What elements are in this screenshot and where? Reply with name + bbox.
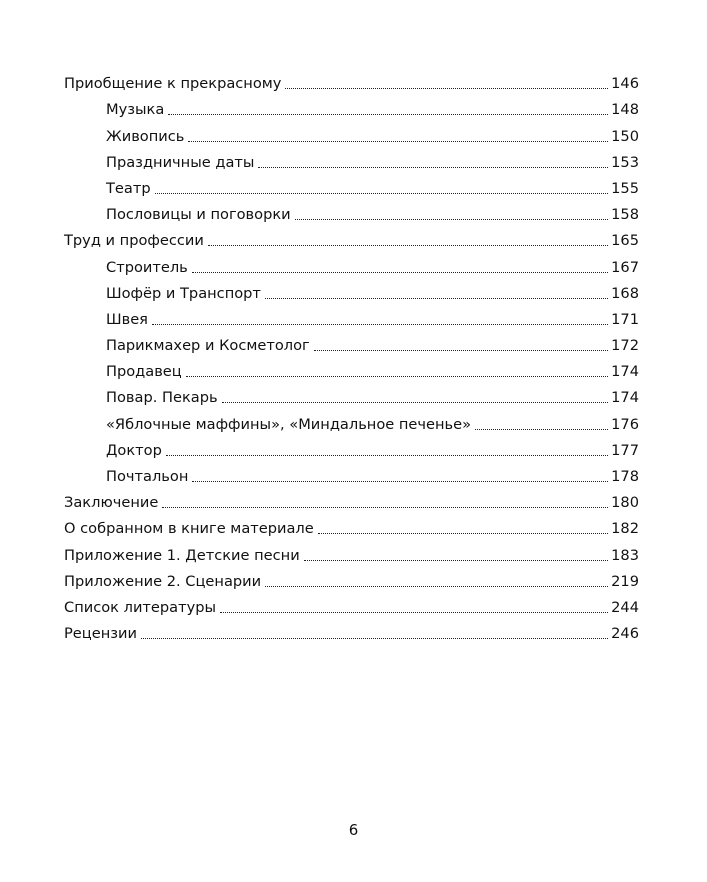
dot-leader bbox=[475, 429, 608, 430]
toc-entry-page: 174 bbox=[611, 389, 639, 407]
dot-leader bbox=[258, 167, 608, 168]
toc-entry-title: Пословицы и поговорки bbox=[106, 206, 291, 224]
toc-entry-title: Праздничные даты bbox=[106, 153, 255, 171]
dot-leader bbox=[295, 219, 608, 220]
toc-entry-page: 219 bbox=[611, 572, 639, 590]
toc-entry-page: 155 bbox=[611, 179, 639, 197]
toc-entry[interactable] bbox=[64, 329, 639, 355]
toc-entry-page: 153 bbox=[611, 153, 639, 171]
toc-entry[interactable] bbox=[64, 303, 639, 329]
dot-leader bbox=[220, 612, 608, 613]
toc-entry-page: 246 bbox=[611, 625, 639, 643]
dot-leader bbox=[192, 272, 608, 273]
toc-entry-page: 183 bbox=[611, 546, 639, 564]
toc-entry-title: Труд и профессии bbox=[64, 232, 204, 250]
dot-leader bbox=[166, 455, 608, 456]
toc-entry[interactable] bbox=[64, 565, 639, 591]
toc-entry-title: Живопись bbox=[106, 127, 185, 145]
dot-leader bbox=[155, 193, 609, 194]
dot-leader bbox=[222, 402, 609, 403]
toc-entry-page: 172 bbox=[611, 337, 639, 355]
toc-entry-title: Строитель bbox=[106, 258, 188, 276]
toc-entry-page: 165 bbox=[611, 232, 639, 250]
toc-entry-page: 146 bbox=[611, 75, 639, 93]
dot-leader bbox=[285, 88, 608, 89]
dot-leader bbox=[162, 507, 608, 508]
toc-entry[interactable] bbox=[64, 277, 639, 303]
toc-entry-title: Рецензии bbox=[64, 625, 137, 643]
dot-leader bbox=[188, 141, 608, 142]
toc-entry[interactable] bbox=[64, 355, 639, 381]
dot-leader bbox=[265, 586, 608, 587]
dot-leader bbox=[304, 560, 608, 561]
toc-entry-title: Повар. Пекарь bbox=[106, 389, 218, 407]
dot-leader bbox=[152, 324, 608, 325]
toc-entry-title: О собранном в книге материале bbox=[64, 520, 314, 538]
toc-entry-page: 167 bbox=[611, 258, 639, 276]
toc-entry-title: Швея bbox=[106, 310, 148, 328]
toc-entry-title: «Яблочные маффины», «Миндальное печенье» bbox=[106, 415, 472, 433]
toc-entry-title: Парикмахер и Косметолог bbox=[106, 337, 310, 355]
toc-entry-title: Приложение 2. Сценарии bbox=[64, 572, 262, 590]
toc-entry-page: 171 bbox=[611, 310, 639, 328]
toc-entry[interactable] bbox=[64, 172, 639, 198]
dot-leader bbox=[265, 298, 608, 299]
toc-entry-title: Почтальон bbox=[106, 468, 189, 485]
toc-entry[interactable] bbox=[64, 198, 639, 224]
toc-entry-title: Приложение 1. Детские песни bbox=[64, 546, 300, 564]
toc-entry[interactable] bbox=[64, 93, 639, 119]
toc-entry[interactable] bbox=[64, 224, 639, 250]
toc-entry-title: Приобщение к прекрасному bbox=[64, 75, 282, 93]
toc-entry-page: 168 bbox=[611, 284, 639, 302]
toc-entry[interactable] bbox=[64, 119, 639, 145]
toc-entry-title: Доктор bbox=[106, 441, 162, 459]
toc-entry-page: 244 bbox=[611, 598, 639, 616]
toc-entry-title: Шофёр и Транспорт bbox=[106, 284, 261, 302]
dot-leader bbox=[314, 350, 608, 351]
toc-entry[interactable] bbox=[64, 407, 639, 433]
toc-entry[interactable] bbox=[64, 591, 639, 617]
toc-entry[interactable] bbox=[64, 460, 639, 486]
toc-entry-title: Театр bbox=[106, 179, 151, 197]
toc-entry[interactable] bbox=[64, 67, 639, 93]
page-number: 6 bbox=[348, 821, 359, 839]
toc-entry-page: 182 bbox=[611, 520, 639, 538]
table-of-contents bbox=[64, 67, 639, 643]
dot-leader bbox=[208, 245, 608, 246]
dot-leader bbox=[318, 533, 608, 534]
toc-entry[interactable] bbox=[64, 250, 639, 276]
toc-entry-page: 180 bbox=[611, 494, 639, 512]
toc-entry[interactable] bbox=[64, 146, 639, 172]
toc-entry-page: 176 bbox=[611, 415, 639, 433]
dot-leader bbox=[141, 638, 608, 639]
toc-entry-page: 177 bbox=[611, 441, 639, 459]
dot-leader bbox=[168, 114, 608, 115]
toc-entry-page: 158 bbox=[611, 206, 639, 224]
toc-entry-title: Заключение bbox=[64, 494, 159, 512]
toc-entry-page: 148 bbox=[611, 101, 639, 119]
toc-entry-page: 174 bbox=[611, 363, 639, 381]
toc-entry-page: 150 bbox=[611, 127, 639, 145]
dot-leader bbox=[192, 481, 608, 482]
toc-entry-title: Продавец bbox=[106, 363, 182, 381]
toc-entry-title: Музыка bbox=[106, 101, 165, 119]
toc-entry[interactable] bbox=[64, 381, 639, 407]
toc-entry[interactable] bbox=[64, 617, 639, 643]
dot-leader bbox=[186, 376, 608, 377]
toc-entry[interactable] bbox=[64, 434, 639, 460]
toc-entry-title: Список литературы bbox=[64, 598, 217, 616]
toc-entry[interactable] bbox=[64, 486, 639, 512]
toc-entry[interactable] bbox=[64, 512, 639, 538]
toc-entry-page: 178 bbox=[611, 468, 639, 485]
toc-entry[interactable] bbox=[64, 538, 639, 564]
